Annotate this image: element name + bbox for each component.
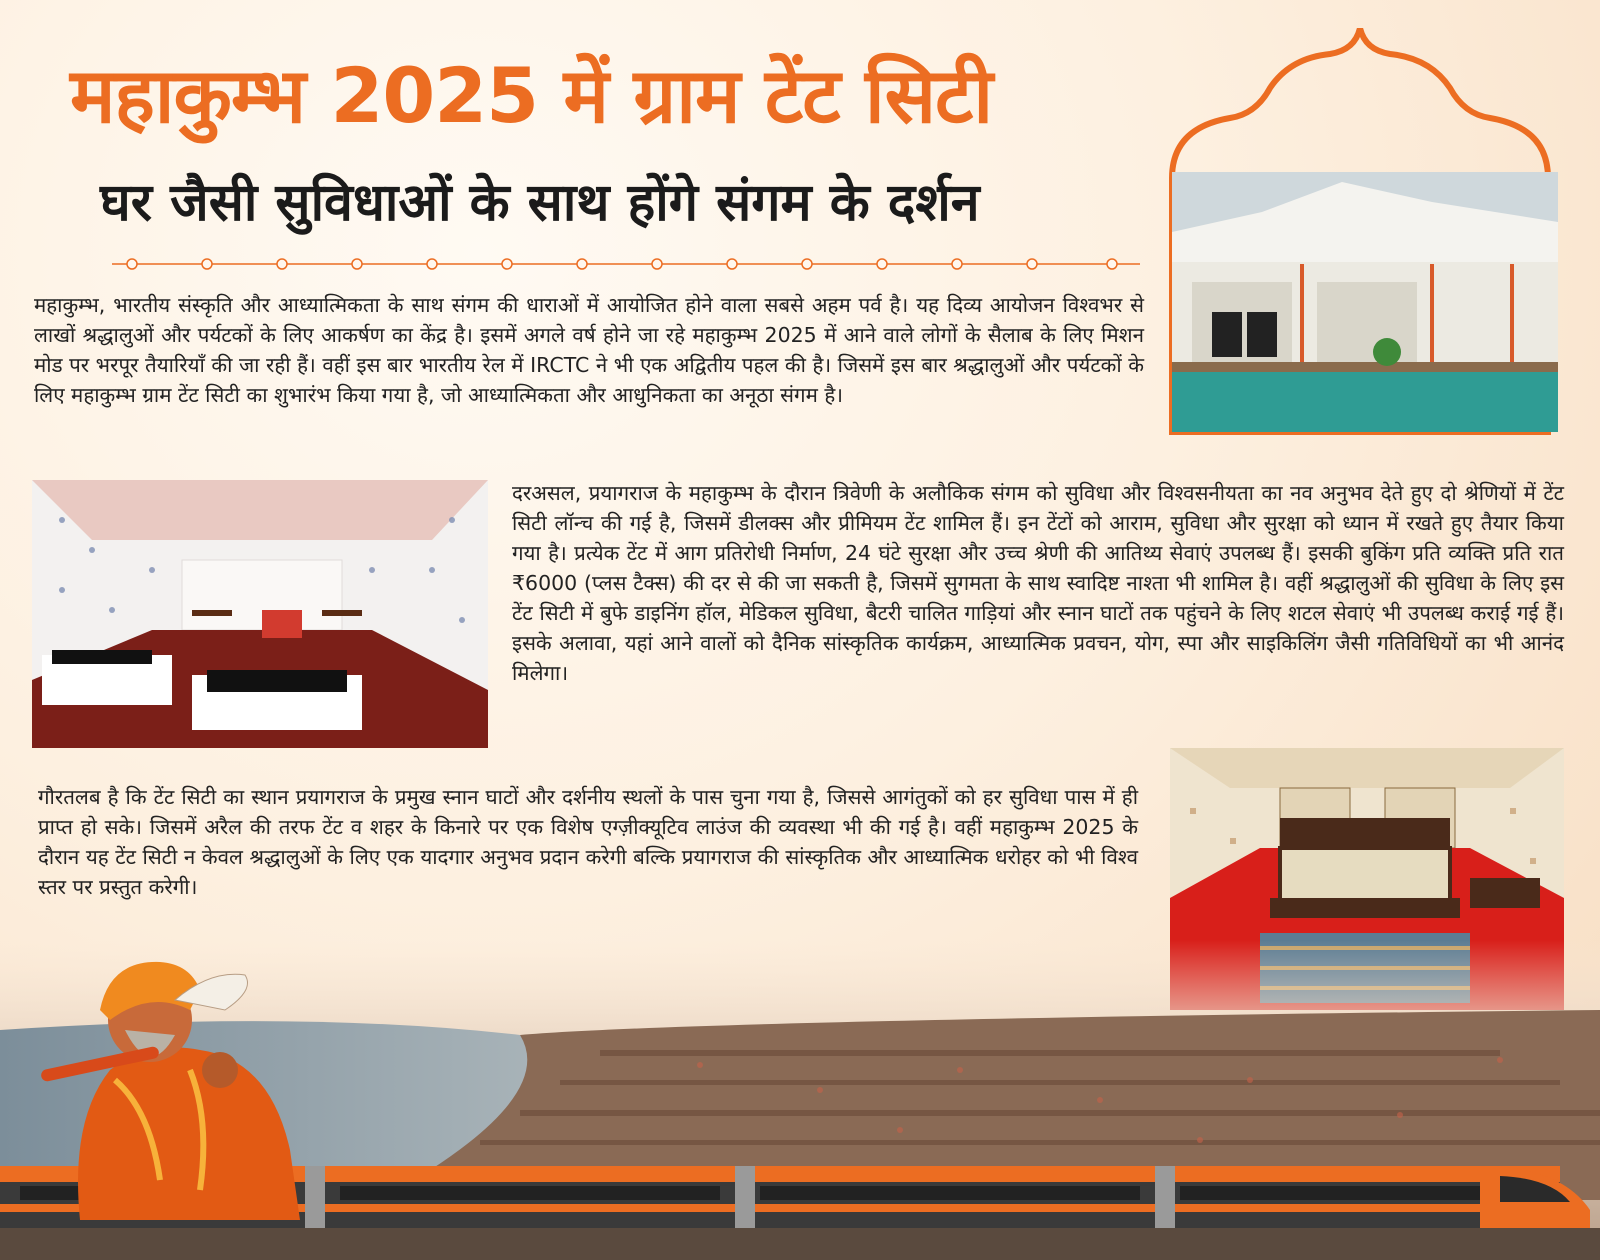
page-title: महाकुम्भ 2025 में ग्राम टेंट सिटी — [70, 51, 993, 140]
tent-interior-photo — [32, 480, 488, 748]
tent-exterior-photo — [1172, 172, 1558, 432]
location-paragraph: गौरतलब है कि टेंट सिटी का स्थान प्रयागराज के प्रमुख स्नान घाटों और दर्शनीय स्थलों के पास चुना गया है, जिससे आगंतुकों को हर सुविधा पास में ही प्राप्त हो सके। जिसमें अरैल की तरफ टेंट व शहर के किनारे पर एक विशेष एग्ज़ीक्यूटिव लाउंज की व्यवस्था भी की गई है। वहीं महाकुम्भ 2025 के दौरान यह टेंट सिटी न केवल श्रद्धालुओं के लिए एक यादगार अनुभव प्रदान करेगी बल्कि प्रयागराज की सांस्कृतिक और आध्यात्मिक धरोहर को भी विश्व स्तर पर प्रस्तुत करेगी। — [38, 785, 1138, 899]
intro-paragraph: महाकुम्भ, भारतीय संस्कृति और आध्यात्मिकता के साथ संगम की धाराओं में आयोजित होने वाला सबसे अहम पर्व है। यह दिव्य आयोजन विश्वभर से लाखों श्रद्धालुओं और पर्यटकों के लिए आकर्षण का केंद्र है। इसमें अगले वर्ष होने जा रहे महाकुम्भ 2025 में आने वाले लोगों के सैलाब के लिए मिशन मोड पर भरपूर तैयारियाँ की जा रही हैं। वहीं इस बार भारतीय रेल में IRCTC ने भी एक अद्वितीय पहल की है। जिसमें इस बार श्रद्धालुओं और पर्यटकों के लिए महाकुम्भ ग्राम टेंट सिटी का शुभारंभ किया गया है, जो आध्यात्मिकता और आधुनिकता का अनूठा संगम है। — [34, 293, 1144, 407]
sadhu-conch-figure — [40, 950, 330, 1220]
ornamental-divider — [112, 255, 1140, 273]
details-paragraph: दरअसल, प्रयागराज के महाकुम्भ के दौरान त्रिवेणी के अलौकिक संगम को सुविधा और विश्वसनीयता का नव अनुभव देते हुए दो श्रेणियों में टेंट सिटी लॉन्च की गई है, जिसमें डीलक्स और प्रीमियम टेंट शामिल हैं। इन टेंटों को आराम, सुविधा और सुरक्षा को ध्यान में रखते हुए तैयार किया गया है। प्रत्येक टेंट में आग प्रतिरोधी निर्माण, 24 घंटे सुरक्षा और उच्च श्रेणी की आतिथ्य सेवाएं उपलब्ध हैं। इसकी बुकिंग प्रति व्यक्ति प्रति रात ₹6000 (प्लस टैक्स) की दर से की जा सकती है, जिसमें सुगमता के साथ स्वादिष्ट नाश्ता भी शामिल है। वहीं श्रद्धालुओं की सुविधा के लिए इस टेंट सिटी में बुफे डाइनिंग हॉल, मेडिकल सुविधा, बैटरी चालित गाड़ियां और स्नान घाटों तक पहुंचने के लिए शटल सेवाएं भी उपलब्ध कराई गई हैं। इसके अलावा, यहां आने वालों को दैनिक सांस्कृतिक कार्यक्रम, आध्यात्मिक प्रवचन, योग, स्पा और साइकिलिंग जैसी गतिविधियों का भी आनंद मिलेगा। — [512, 481, 1564, 685]
page-subtitle: घर जैसी सुविधाओं के साथ होंगे संगम के दर्शन — [100, 173, 980, 233]
